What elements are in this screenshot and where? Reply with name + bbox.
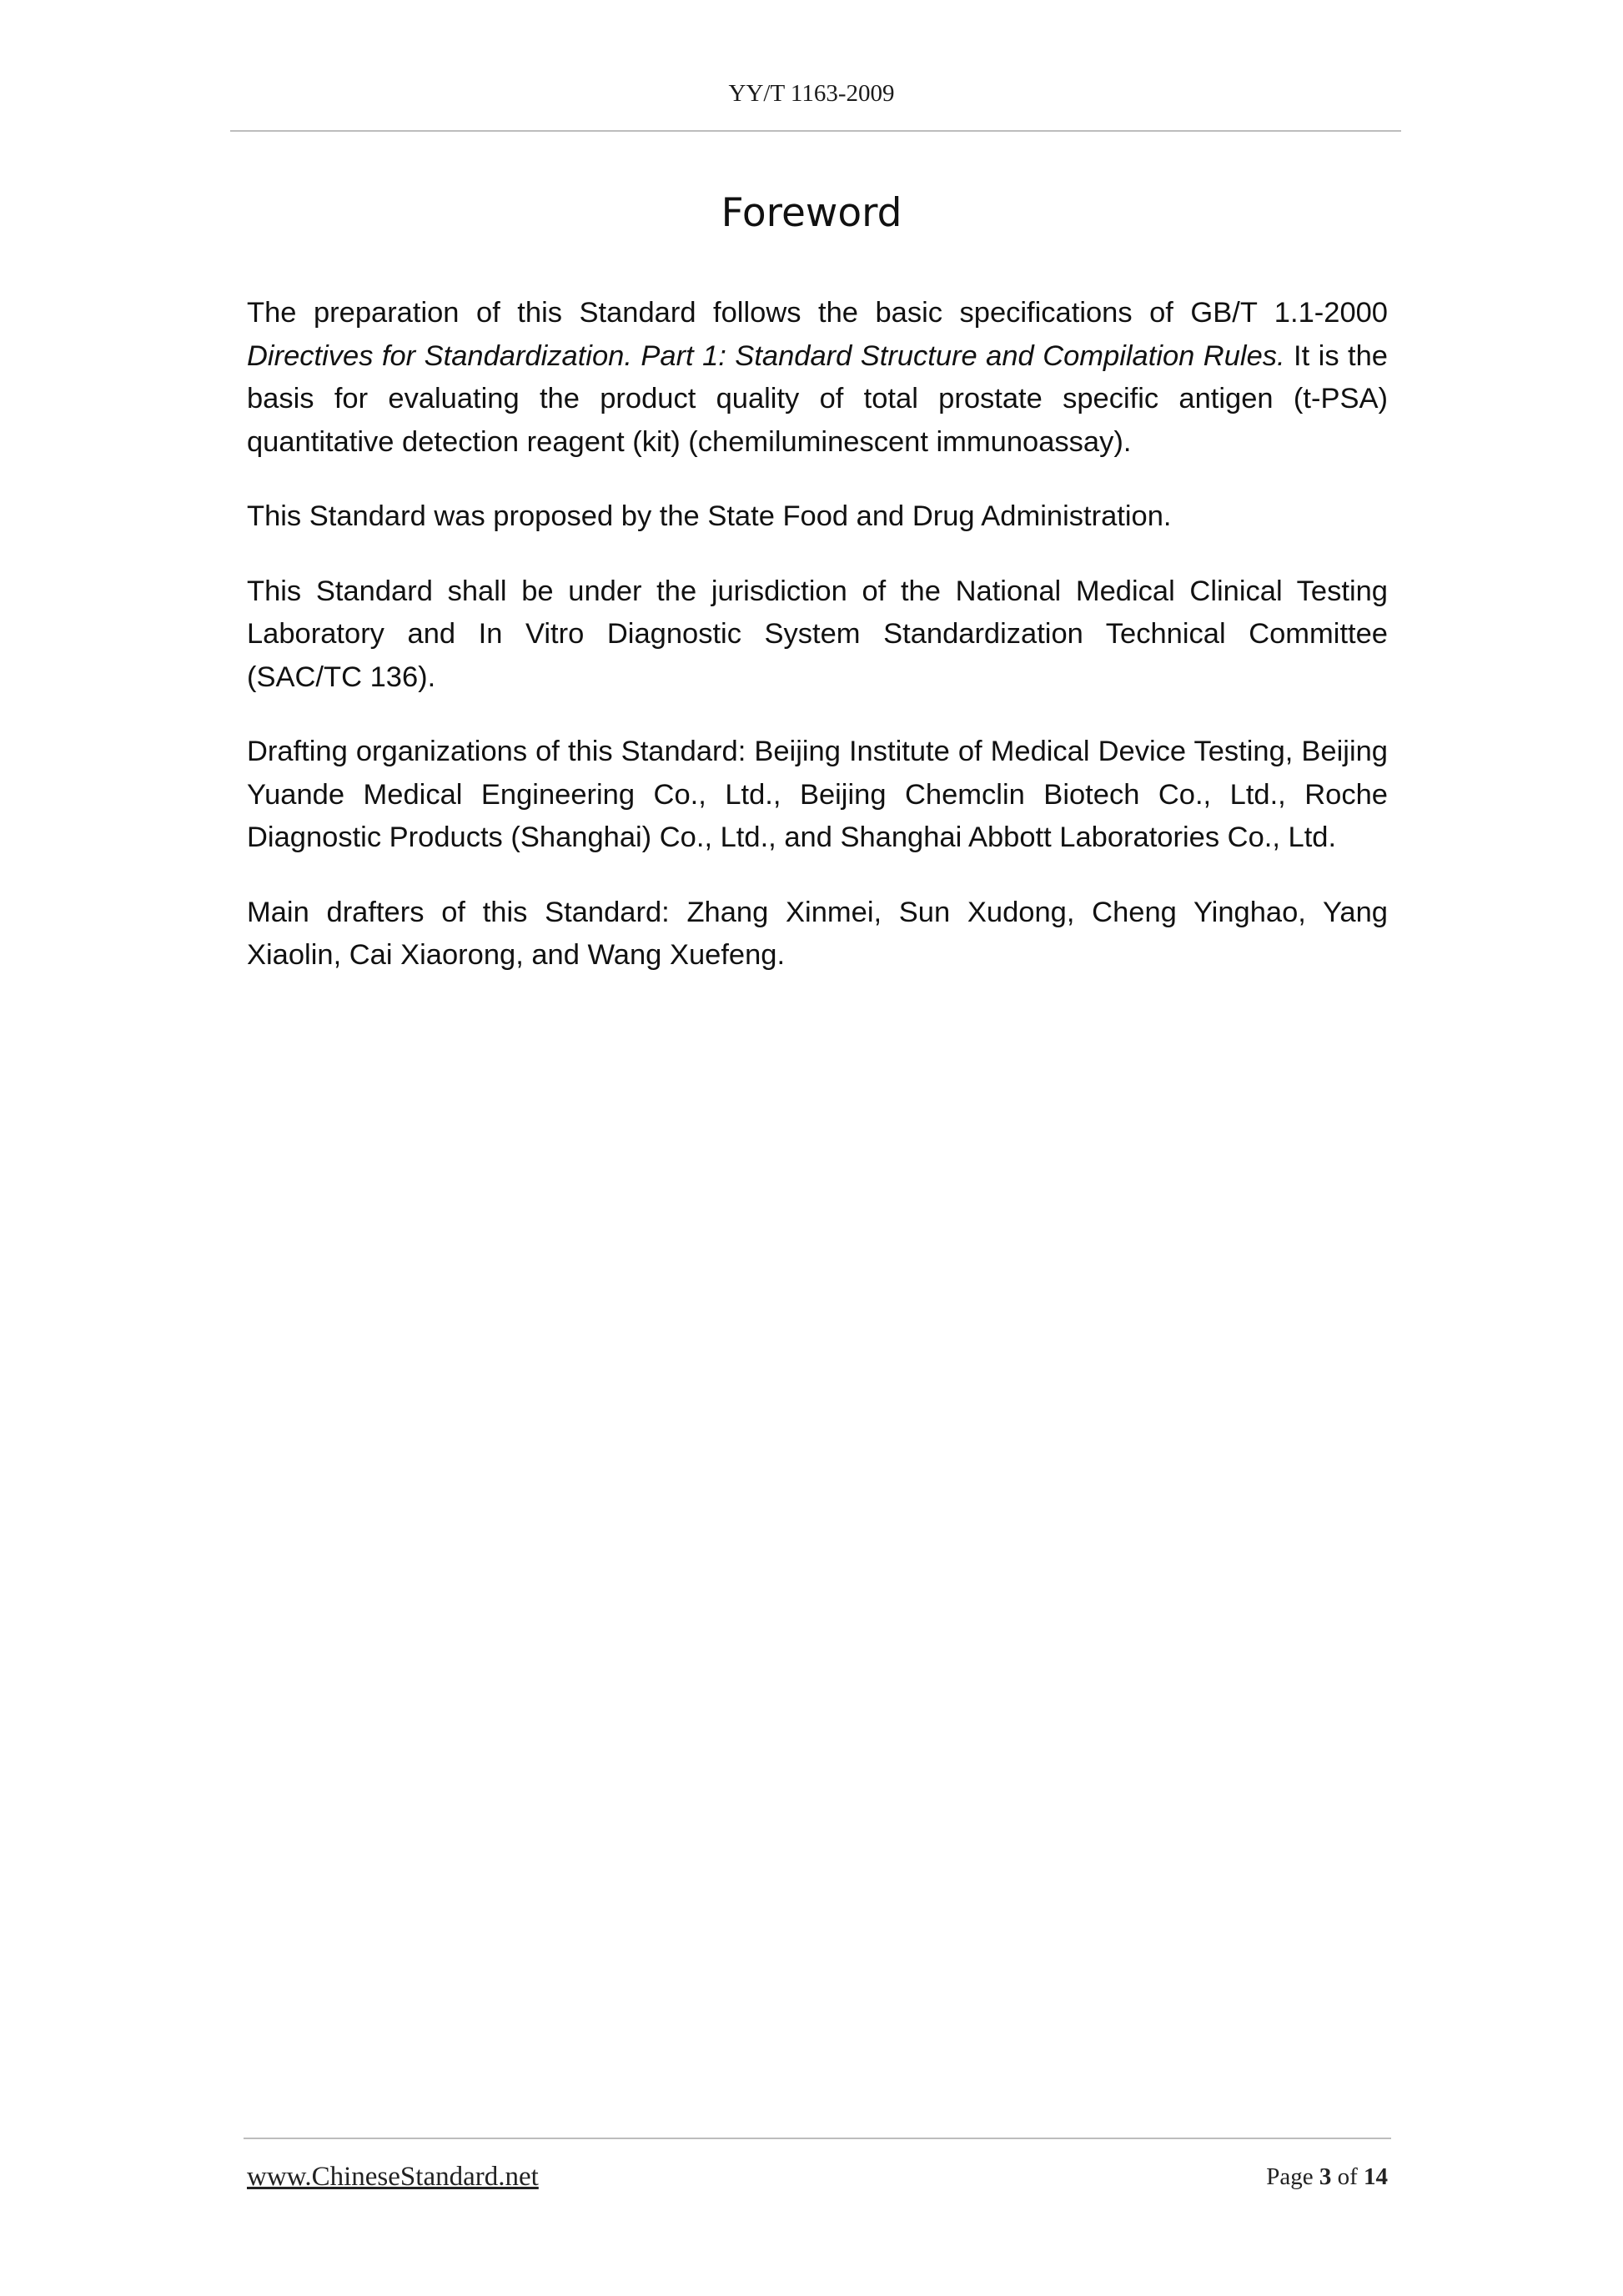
- paragraph-text: The preparation of this Standard follows the basic specifications of GB/T 1.1-2000: [247, 297, 1388, 329]
- header-divider: [230, 130, 1401, 132]
- page-current: 3: [1319, 2163, 1332, 2190]
- footer-divider: [244, 2138, 1391, 2139]
- italic-standard-title: Directives for Standardization. Part 1: Standard Structure and Compilation Rules.: [247, 339, 1285, 372]
- page-number: [1266, 2163, 1388, 2191]
- page-of: of: [1331, 2163, 1364, 2190]
- page-title: Foreword: [721, 190, 902, 236]
- document-code: YY/T 1163-2009: [728, 80, 895, 107]
- paragraph-main-drafters: Main drafters of this Standard: Zhang Xinmei, Sun Xudong, Cheng Yinghao, Yang Xiaolin, Cai Xiaorong, and Wang Xuefeng.: [247, 896, 1388, 971]
- paragraph-jurisdiction: This Standard shall be under the jurisdiction of the National Medical Clinical Testing Laboratory and In Vitro Diagnostic System Standardization Technical Committee (SAC/TC 136).: [247, 575, 1388, 693]
- foreword-body: [247, 292, 1388, 1009]
- paragraph-text: It is the basis for evaluating the product quality of total prostate specific antigen (t-PSA) quantitative detection reagent (kit) (chemiluminescent immunoassay).: [247, 339, 1388, 458]
- paragraph-drafting-organizations: Drafting organizations of this Standard: Beijing Institute of Medical Device Testing, Beijing Yuande Medical Engineering Co., Ltd., Beijing Chemclin Biotech Co., Ltd., Roche Diagnostic Products (Shanghai) Co., Ltd., and Shanghai Abbott Laboratories Co., Ltd.: [247, 736, 1388, 853]
- website-link[interactable]: www.ChineseStandard.net: [247, 2162, 539, 2192]
- page-total: 14: [1364, 2163, 1388, 2190]
- paragraph-preparation: [247, 292, 1388, 464]
- page-prefix: Page: [1266, 2163, 1319, 2190]
- paragraph-proposed-by: This Standard was proposed by the State Food and Drug Administration.: [247, 500, 1172, 532]
